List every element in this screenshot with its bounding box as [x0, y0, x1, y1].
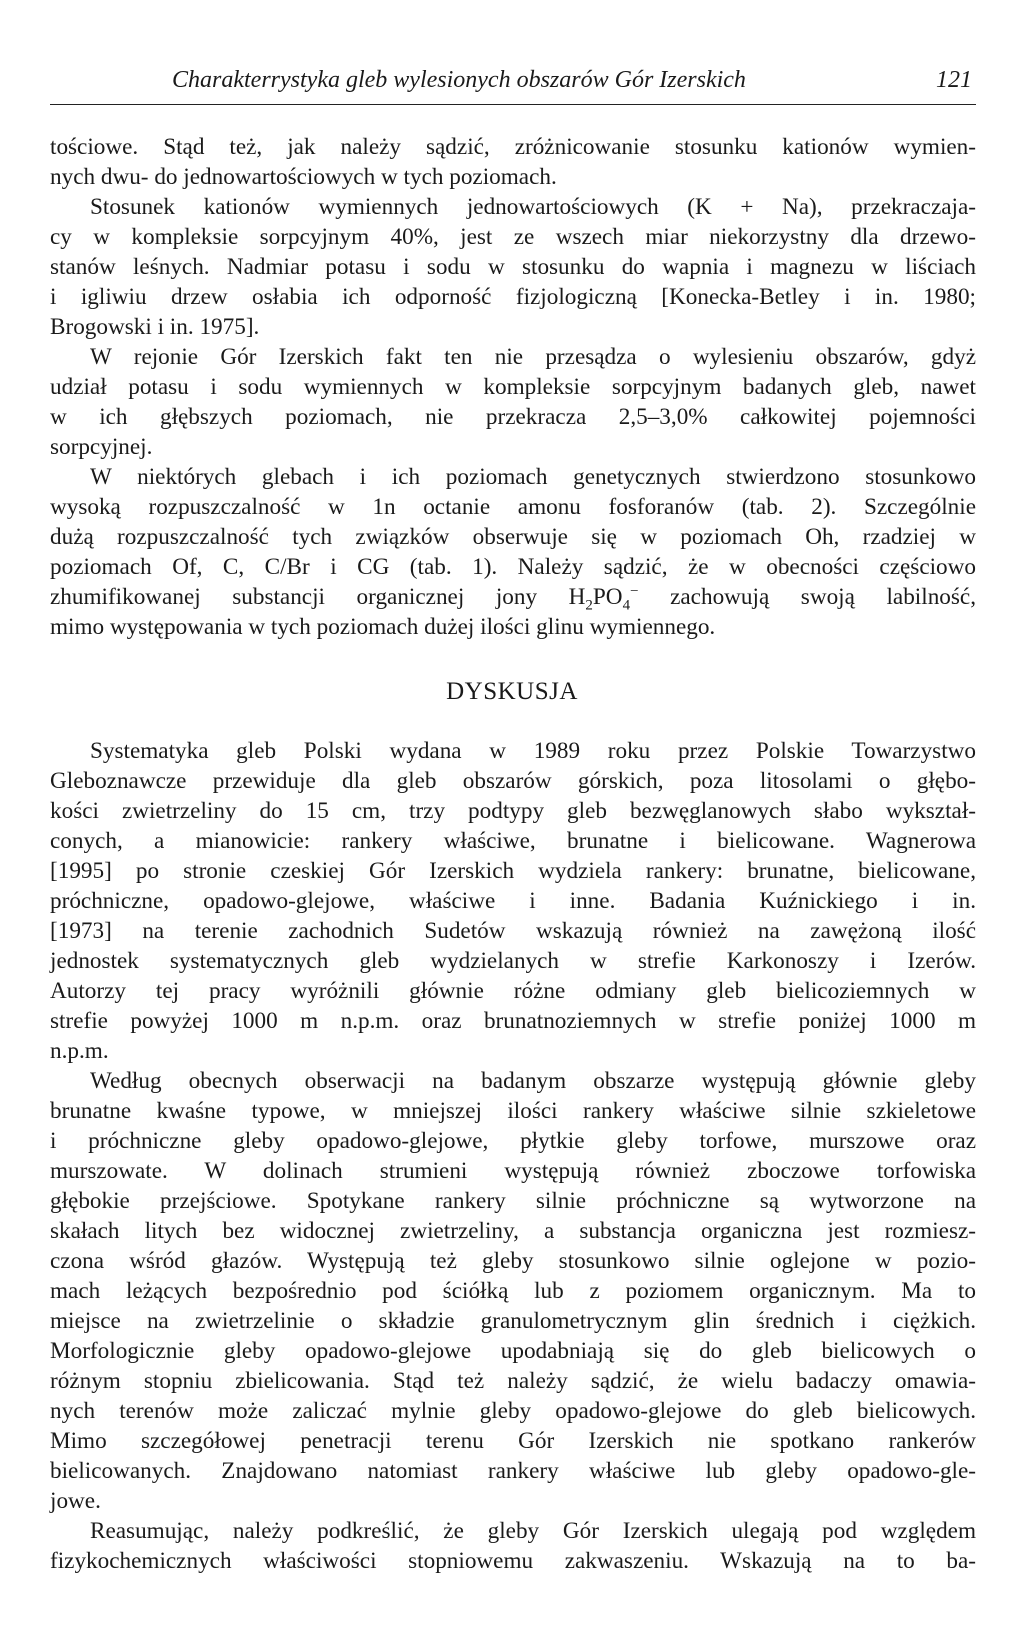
text-line: W rejonie Gór Izerskich fakt ten nie przesądza o wylesieniu obszarów, gdyż [90, 344, 976, 370]
text-line: Stosunek kationów wymiennych jednowartościowych (K + Na), przekraczaja- [90, 194, 976, 220]
text-line: n.p.m. [50, 1038, 109, 1064]
text-line: W niektórych glebach i ich poziomach genetycznych stwierdzono stosunkowo [90, 464, 976, 490]
text-line: kości zwietrzeliny do 15 cm, trzy podtypy gleb bezwęglanowych słabo wykształ- [50, 798, 976, 824]
text-line: sorpcyjnej. [50, 434, 153, 460]
text-line: nych dwu- do jednowartościowych w tych poziomach. [50, 164, 557, 190]
text-line: Reasumując, należy podkreślić, że gleby Gór Izerskich ulegają pod względem [90, 1518, 976, 1544]
formula-superscript: − [630, 583, 639, 600]
text-line: czona wśród głazów. Występują też gleby stosunkowo silnie oglejone w pozio- [50, 1248, 976, 1274]
formula-text-after: zachowują swoją labilność, [638, 584, 976, 610]
text-line: fizykochemicznych właściwości stopniowemu zakwaszeniu. Wskazują na to ba- [50, 1548, 976, 1574]
text-line: Gleboznawcze przewiduje dla gleb obszarów górskich, poza litosolami o głębo- [50, 768, 976, 794]
text-line: Mimo szczegółowej penetracji terenu Gór Izerskich nie spotkano rankerów [50, 1428, 976, 1454]
text-line: cy w kompleksie sorpcyjnym 40%, jest ze wszech miar niekorzystny dla drzewo- [50, 224, 976, 250]
text-line: próchniczne, opadowo-glejowe, właściwe i inne. Badania Kuźnickiego i in. [50, 888, 976, 914]
text-line: bielicowanych. Znajdowano natomiast rankery właściwe lub gleby opadowo-gle- [50, 1458, 976, 1484]
text-line: conych, a mianowicie: rankery właściwe, brunatne i bielicowane. Wagnerowa [50, 828, 976, 854]
text-line: brunatne kwaśne typowe, w mniejszej ilości rankery właściwe silnie szkieletowe [50, 1098, 976, 1124]
text-line: i próchniczne gleby opadowo-glejowe, płytkie gleby torfowe, murszowe oraz [50, 1128, 976, 1154]
text-line: Systematyka gleb Polski wydana w 1989 roku przez Polskie Towarzystwo [90, 738, 976, 764]
text-line: i igliwiu drzew osłabia ich odporność fizjologiczną [Konecka-Betley i in. 1980; [50, 284, 976, 310]
text-line: poziomach Of, C, C/Br i CG (tab. 1). Należy sądzić, że w obecności częściowo [50, 554, 976, 580]
formula-text-mid: PO [592, 584, 623, 610]
text-line: Autorzy tej pracy wyróżnili głównie różne odmiany gleb bielicoziemnych w [50, 978, 976, 1004]
text-line: stanów leśnych. Nadmiar potasu i sodu w stosunku do wapnia i magnezu w liściach [50, 254, 976, 280]
text-line: strefie powyżej 1000 m n.p.m. oraz brunatnoziemnych w strefie poniżej 1000 m [50, 1008, 976, 1034]
formula-subscript: 2 [585, 597, 593, 614]
formula-line [50, 582, 976, 612]
section-heading: DYSKUSJA [446, 678, 578, 705]
text-line: mach leżących bezpośrednio pod ściółką lub z poziomem organicznym. Ma to [50, 1278, 976, 1304]
text-line: różnym stopniu zbielicowania. Stąd też należy sądzić, że wielu badaczy omawia- [50, 1368, 976, 1394]
running-header [50, 64, 976, 105]
text-line: w ich głębszych poziomach, nie przekracza 2,5–3,0% całkowitej pojemności [50, 404, 976, 430]
text-line: Morfologicznie gleby opadowo-glejowe upodabniają się do gleb bielicowych o [50, 1338, 976, 1364]
text-line: wysoką rozpuszczalność w 1n octanie amonu fosforanów (tab. 2). Szczególnie [50, 494, 976, 520]
running-title: Charakterrystyka gleb wylesionych obszarów Gór Izerskich [172, 67, 746, 93]
text-line: dużą rozpuszczalność tych związków obserwuje się w poziomach Oh, rzadziej w [50, 524, 976, 550]
text-line: jowe. [50, 1488, 101, 1514]
text-line: murszowate. W dolinach strumieni występują również zboczowe torfowiska [50, 1158, 976, 1184]
formula-subscript: 4 [622, 597, 631, 614]
text-line: jednostek systematycznych gleb wydzielanych w strefie Karkonoszy i Izerów. [50, 948, 976, 974]
page-number: 121 [936, 67, 972, 93]
text-line: [1973] na terenie zachodnich Sudetów wskazują również na zawężoną ilość [50, 918, 976, 944]
text-line: Według obecnych obserwacji na badanym obszarze występują głównie gleby [90, 1068, 976, 1094]
text-line: tościowe. Stąd też, jak należy sądzić, zróżnicowanie stosunku kationów wymien- [50, 134, 976, 160]
text-line: głębokie przejściowe. Spotykane rankery silnie próchniczne są wytworzone na [50, 1188, 976, 1214]
text-line: nych terenów może zaliczać mylnie gleby opadowo-glejowe do gleb bielicowych. [50, 1398, 976, 1424]
text-line: Brogowski i in. 1975]. [50, 314, 260, 340]
text-line: mimo występowania w tych poziomach dużej ilości glinu wymiennego. [50, 614, 716, 640]
text-line: miejsce na zwietrzelinie o składzie granulometrycznym glin średnich i ciężkich. [50, 1308, 976, 1334]
formula-text-before: zhumifikowanej substancji organicznej jony H [50, 584, 586, 610]
text-line: udział potasu i sodu wymiennych w kompleksie sorpcyjnym badanych gleb, nawet [50, 374, 976, 400]
text-line: skałach litych bez widocznej zwietrzeliny, a substancja organiczna jest rozmiesz- [50, 1218, 976, 1244]
text-line: [1995] po stronie czeskiej Gór Izerskich wydziela rankery: brunatne, bielicowane, [50, 858, 976, 884]
